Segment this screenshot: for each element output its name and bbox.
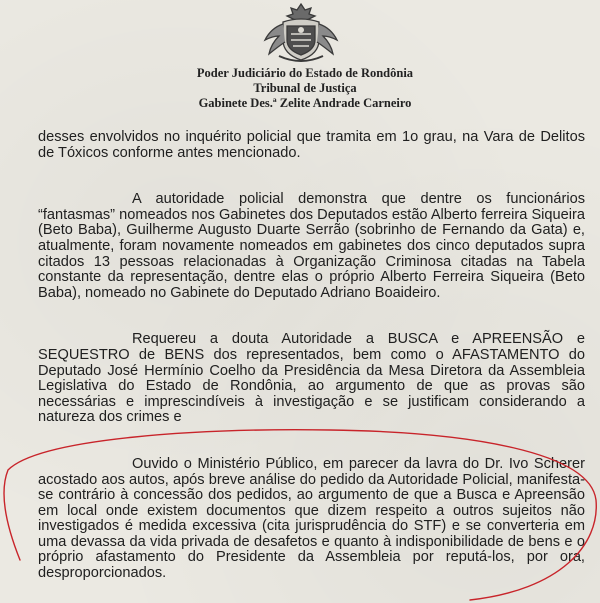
header-court-name: Poder Judiciário do Estado de Rondônia xyxy=(196,66,414,80)
coat-of-arms-icon xyxy=(253,0,349,64)
header-tribunal: Tribunal de Justiça xyxy=(253,81,357,95)
paragraph-police-authority: A autoridade policial demonstra que dentre os funcionários “fantasmas” nomeados nos Gabinetes dos Deputados estão Alberto ferreira Siqueira (Beto Baba), Guilherme Augusto Duarte Serrão (sobrinho de Fernando da Gata) e, atualmente, foram novamente nomeados em gabinetes dos cinco deputados supra citados 13 pessoas relacionadas à Organização Criminosa citadas na Tabela constante da representação, dentre elas o próprio Alberto Ferreira Siqueira (Beto Baba), nomeado no Gabinete do Deputado Adriano Boaideiro. xyxy=(38,191,585,301)
paragraph-continuation: desses envolvidos no inquérito policial que tramita em 1o grau, na Vara de Delitos de Tóxicos conforme antes mencionado. xyxy=(38,129,585,161)
document-header xyxy=(150,66,460,111)
document-body xyxy=(38,130,585,582)
paragraph-request: Requereu a douta Autoridade a BUSCA e APREENSÃO e SEQUESTRO de BENS dos representados, bem como o AFASTAMENTO do Deputado José Hermínio Coelho da Presidência da Mesa Diretora da Assembleia Legislativa do Estado de Rondônia, ao argumento de que as provas são necessárias e imprescindíveis à investigação e se justificam considerando a natureza dos crimes e xyxy=(38,331,585,426)
paragraph-ministry-opinion: Ouvido o Ministério Público, em parecer da lavra do Dr. Ivo Scherer acostado aos autos, após breve análise do pedido da Autoridade Policial, manifesta-se contrário à concessão dos pedidos, ao argumento de que a Busca e Apreensão em local onde existem documentos que dizem respeito a outros sujeitos não investigados é medida excessiva (cita jurisprudência do STF) e se converteria em uma devassa da vida privada de desafetos e quanto à indisponibilidade de bens e o próprio afastamento do Presidente da Assembleia por reputá-los, por ora, desproporcionados. xyxy=(38,455,585,582)
header-office: Gabinete Des.ª Zelite Andrade Carneiro xyxy=(198,96,412,110)
